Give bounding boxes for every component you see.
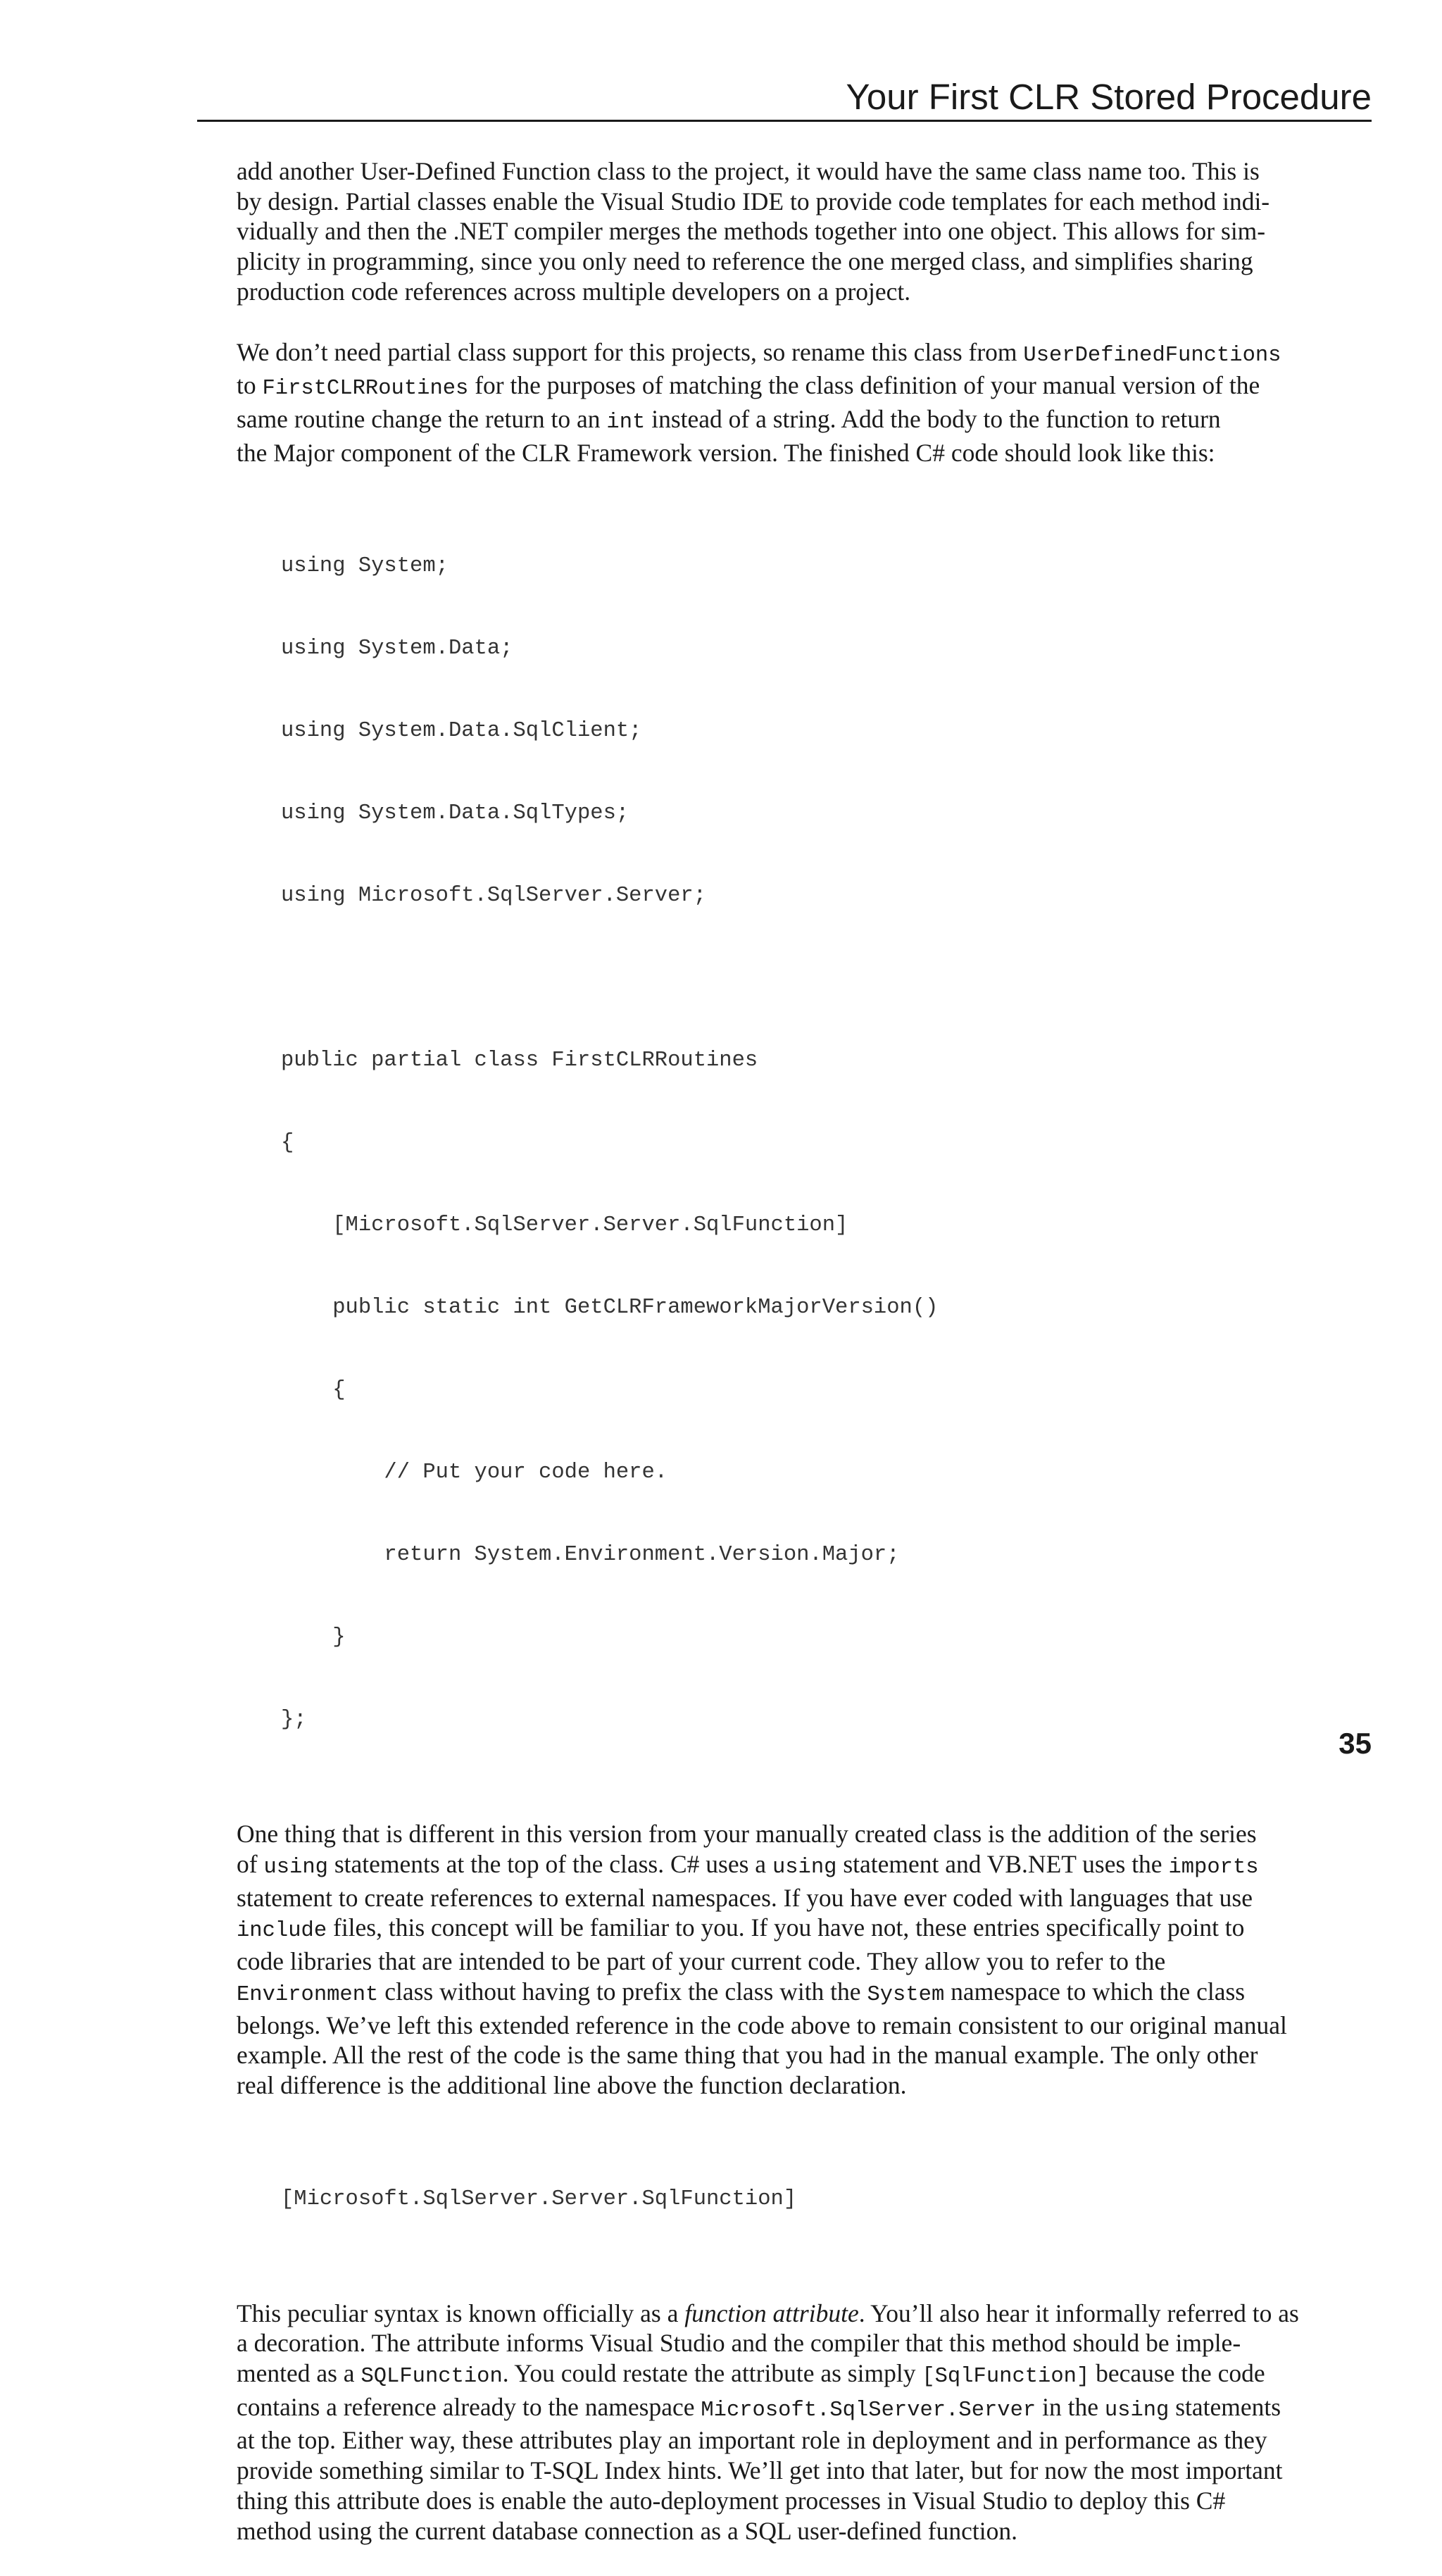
inline-code: FirstCLRRoutines <box>262 377 469 401</box>
text-run: to <box>237 371 263 400</box>
text-run: mented as a <box>237 2359 361 2388</box>
running-header-title: Your First CLR Stored Procedure <box>846 77 1372 117</box>
text-line: vidually and then the .NET compiler merges the methods together into one object. This allows for sim- <box>237 217 1266 246</box>
inline-code: [SqlFunction] <box>922 2365 1090 2389</box>
code-line: using System.Data.SqlClient; <box>281 719 642 744</box>
code-line: public partial class FirstCLRRoutines <box>281 1049 758 1073</box>
inline-code: int <box>606 410 646 434</box>
text-line: add another User-Defined Function class to the project, it would have the same class name too. This is <box>237 157 1260 185</box>
code-line: // Put your code here. <box>281 1461 668 1485</box>
text-line: production code references across multiple developers on a project. <box>237 277 911 306</box>
code-line: { <box>281 1131 294 1156</box>
text-line: a decoration. The attribute informs Visual Studio and the compiler that this method should be imple- <box>237 2329 1241 2358</box>
code-line: using System.Data; <box>281 637 513 661</box>
text-line <box>237 2392 1372 2426</box>
paragraph-using-statements <box>237 1819 1372 2100</box>
header-rule <box>197 120 1372 122</box>
inline-code: SQLFunction <box>360 2365 503 2389</box>
code-line: { <box>281 1378 346 1403</box>
inline-code: System <box>867 1982 945 2007</box>
text-line: One thing that is different in this version from your manually created class is the addition of the series <box>237 1820 1257 1849</box>
paragraph-rename-class <box>237 337 1372 468</box>
text-run: . You’ll also hear it informally referred to as <box>858 2299 1299 2327</box>
text-run: same routine change the return to an <box>237 404 607 433</box>
text-line: real difference is the additional line above the function declaration. <box>237 2070 907 2099</box>
text-line <box>237 1977 1372 2011</box>
inline-code: imports <box>1168 1856 1259 1880</box>
text-line: plicity in programming, since you only need to reference the one merged class, and simplifies sharing <box>237 247 1253 276</box>
text-run: files, this concept will be familiar to you. If you have not, these entries specifically point to <box>327 1913 1245 1942</box>
inline-code: UserDefinedFunctions <box>1023 343 1281 368</box>
code-listing-csharp <box>281 498 1372 1789</box>
code-line: }; <box>281 1708 307 1732</box>
paragraph-function-attribute <box>237 2299 1372 2546</box>
text-line <box>237 1913 1372 1946</box>
text-line: belongs. We’ve left this extended reference in the code above to remain consistent to our original manual <box>237 2011 1287 2039</box>
code-line <box>281 965 1372 992</box>
inline-code: using <box>772 1856 837 1880</box>
text-run: contains a reference already to the namespace <box>237 2392 701 2421</box>
text-run: statements <box>1169 2392 1281 2421</box>
text-line <box>237 370 1372 404</box>
inline-code: Microsoft.SqlServer.Server <box>701 2398 1036 2422</box>
text-run: namespace to which the class <box>944 1977 1246 2006</box>
text-line: thing this attribute does is enable the auto-deployment processes in Visual Studio to deploy this C# <box>237 2486 1226 2515</box>
code-line: [Microsoft.SqlServer.Server.SqlFunction] <box>281 1213 848 1238</box>
code-line: } <box>281 1625 346 1650</box>
paragraph-partial-classes <box>237 156 1372 307</box>
inline-code: Environment <box>237 1982 379 2007</box>
text-run: . You could restate the attribute as simply <box>502 2359 922 2388</box>
emphasis-term: function attribute <box>684 2299 859 2327</box>
text-line <box>237 404 1372 438</box>
text-line: provide something similar to T-SQL Index hints. We’ll get into that later, but for now the most important <box>237 2456 1283 2485</box>
inline-code: include <box>237 1919 327 1944</box>
text-run: statements at the top of the class. C# uses a <box>327 1850 772 1879</box>
text-line: by design. Partial classes enable the Visual Studio IDE to provide code templates for each method indi- <box>237 187 1270 215</box>
code-line: [Microsoft.SqlServer.Server.SqlFunction] <box>281 2187 797 2211</box>
text-line <box>237 1849 1372 1883</box>
code-line: return System.Environment.Version.Major; <box>281 1543 900 1568</box>
text-run: of <box>237 1850 264 1879</box>
text-run: instead of a string. Add the body to the function to return <box>645 404 1221 433</box>
text-line <box>237 337 1372 371</box>
text-line: statement to create references to external namespaces. If you have ever coded with languages that use <box>237 1883 1253 1912</box>
text-run: statement and VB.NET uses the <box>836 1850 1169 1879</box>
text-line: at the top. Either way, these attributes play an important role in deployment and in performance as they <box>237 2426 1267 2455</box>
text-run: for the purposes of matching the class definition of your manual version of the <box>468 371 1260 400</box>
text-line: the Major component of the CLR Framework version. The finished C# code should look like this: <box>237 438 1215 467</box>
code-line: using Microsoft.SqlServer.Server; <box>281 884 706 908</box>
page-body <box>237 156 1372 2576</box>
code-line: using System; <box>281 554 449 579</box>
inline-code: using <box>263 1856 328 1880</box>
code-line: public static int GetCLRFrameworkMajorVersion() <box>281 1296 939 1320</box>
inline-code: using <box>1104 2398 1170 2422</box>
text-run: class without having to prefix the class with the <box>378 1977 867 2006</box>
text-line: code libraries that are intended to be part of your current code. They allow you to refer to the <box>237 1947 1166 1976</box>
text-run: in the <box>1036 2392 1105 2421</box>
code-line: using System.Data.SqlTypes; <box>281 801 629 826</box>
text-run: because the code <box>1089 2359 1265 2388</box>
code-listing-attribute <box>281 2131 1372 2268</box>
page-number: 35 <box>1338 1727 1372 1760</box>
text-line <box>237 2358 1372 2392</box>
text-run: This peculiar syntax is known officially as a <box>237 2299 685 2327</box>
text-line: example. All the rest of the code is the same thing that you had in the manual example. The only other <box>237 2041 1258 2070</box>
text-line: method using the current database connection as a SQL user-defined function. <box>237 2516 1017 2545</box>
text-line <box>237 2299 1372 2329</box>
text-run: We don’t need partial class support for this projects, so rename this class from <box>237 337 1024 366</box>
